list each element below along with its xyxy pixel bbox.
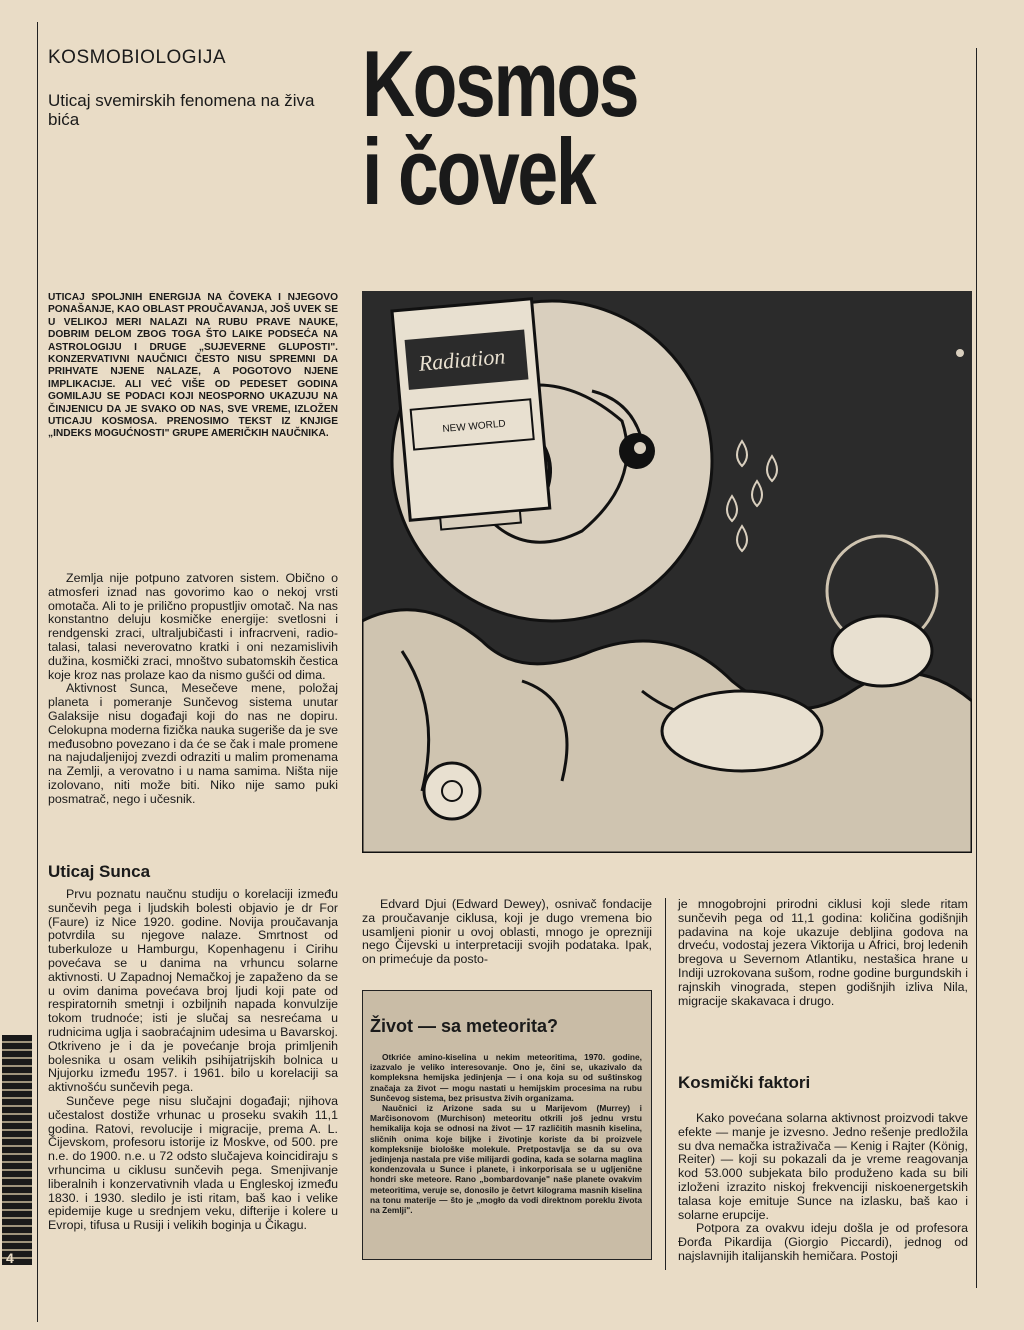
left-margin-rule [37, 22, 38, 1322]
can-sub-label: NEW WORLD [442, 418, 507, 436]
col-divider-3 [665, 898, 666, 1270]
lead-paragraph: UTICAJ SPOLJNIH ENERGIJA NA ČOVEKA I NJEGOVO PONAŠANJE, KAO OBLAST PROUČAVANJA, JOŠ UVEK SE U VELIKOJ MERI NALAZI NA RUBU PRAVE NAUKE, DOBRIM DELOM ZBOG TOGA ŠTO LAIKE PODSEĆA NA ASTROLOGIJU I DRUGE „SUJEVERNE GLUPOSTI". KONZERVATIVNI NAUČNICI ČESTO NISU SPREMNI DA PRIHVATE NJENE NALAZE, A POGOTOVO NJENE IMPLIKACIJE. ALI VEĆ VIŠE OD PEDESET GODINA GOMILAJU SE PODACI KOJI NEOSPORNO UKAZUJU NA ČINJENICU DA JE SVAKO OD NAS, SVE VREME, IZLOŽEN UTICAJU KOSMOSA. PRENOSIMO TEKST IZ KNJIGE „INDEKS MOGUĆNOSTI" GRUPE AMERIČKIH NAUČNIKA. [48, 292, 339, 440]
article-subtitle: Uticaj svemirskih fenomena na živa bića [48, 91, 315, 129]
page-number: 4 [6, 1250, 14, 1266]
paragraph: Potpora za ovakvu ideju došla je od profesora Đorđa Pikardija (Giorgio Piccardi), jednog od najslavnijih italijanskih hemičara. Postoji [678, 1221, 968, 1263]
paragraph: Zemlja nije potpuno zatvoren sistem. Obično o atmosferi iznad nas govorimo kao o nekoj vrsti omotača. Ali to je prilično propustljiv omotač. Na nas konstantno deluju kosmičke energije: svetlosni i rendgenski zraci, ultraljubičasti i infracrveni, radio-talasi, talasi neverovatno kratki i oni nezamislivih dužina, kosmički zraci, mnoštvo subatomskih čestica koje kroz nas prolaze kao da nismo gušći od dima. [48, 571, 338, 682]
column-3-cosmic [678, 1112, 968, 1264]
paragraph: Sunčeve pege nisu slučajni događaji; njihova učestalost dostiže vrhunac u proseku svakih 11,1 godina. Ratovi, revolucije i migracije, prema A. L. Čijevskom, profesoru istorije iz Moskve, od 500. pre n.e. do 1900. n.e. u 72 odsto slučajeva koincidiraju s vrhuncima u ciklusu sunčevih pega. Smenjivanje liberalnih i konzervativnih vlada u Engleskoj između 1830. i 1930. sledilo je isti ritam, baš kao i velike epidemije kuge u srednjem veku, difterije i kolere u Evropi, tifusa u Rusiji i velikih boginja u Čikagu. [48, 1093, 338, 1233]
column-3-text [678, 898, 968, 1008]
spray-can [392, 299, 551, 532]
column-1-sun [48, 888, 338, 1233]
paragraph: je mnogobrojni prirodni ciklusi koji slede ritam sunčevih pega od 11,1 godina: količina godišnjih padavina na koje ukazuje debljina godova na drveću, vodostaj jezera Viktorija u Africi, broj ledenih bregova u Severnom Atlantiku, nestašica hrane u Indiji uzrokovana sušom, rodne godine burgundskih i rajnskih vinograda, stepen godišnjih izliva Nila, migracije skakavaca i drugo. [678, 897, 968, 1008]
illustration-drawing [362, 291, 972, 853]
paragraph: Naučnici iz Arizone sada su u Marijevom (Murrey) i Marčisonovom (Murchison) meteoritu otkrili još jednu vrstu hemikalija koja se odnosi na život — 17 različitih masnih kiselina, sličnih onima koje biljke i životinje koriste da bi proizvele kompleksnije biološke molekule. Pretpostavlja se da su ova jedinjenja nastala pre više milijardi godina, kada se solarna maglina kondenzovala u Sunce i planete, i inkorporisala se u ugljenične hondri ske meteore. Rano „bombardovanje" naše planete ovakvim meteoritima, veruje se, donosilo je četvrt kilograma masnih kiselina na tonu materije — što je „mogło da vodi direktnom poreklu života na Zemlji". [370, 1103, 642, 1216]
section-title: KOSMOBIOLOGIJA [48, 47, 227, 68]
paragraph: Aktivnost Sunca, Mesečeve mene, položaj planeta i pomeranje Sunčevog sistema unutar Galaksije nisu događaji koji do nas ne dopiru. Celokupna moderna fizička nauka sugeriše da je sve međusobno povezano i da će se čak i male promene na najudaljenijoj zvezdi odraziti u malim promenama na Zemlji, a verovatno i u nama samima. Ništa nije izolovano, niti može biti. Niko nije samo puki posmatrač, nego i učesnik. [48, 681, 338, 806]
headline-line-2: i čovek [362, 119, 595, 224]
paragraph: Otkriće amino-kiselina u nekim meteoritima, 1970. godine, izazvalo je veliko interesovanje. Ono je, čini se, ukazivalo da kompleksna hemijska jedinjenja — i ona koja su od suštinskog značaja za život — mogu nastati u hemijskim procesima na rubu Sunčevog sistema, bez prisustva živih organizama. [370, 1052, 642, 1103]
heading-sun: Uticaj Sunca [48, 862, 151, 881]
paragraph: Kako povećana solarna aktivnost proizvodi takve efekte — manje je izvesno. Jedno rešenje predložila su dva nemačka istraživača — Kenig i Rajter (König, Reiter) — koji su pokazali da je vreme reagovanja kod 53.000 subjekata bilo produženo kada su bili izloženi izrazito niskoj frekvenciji niskoenergetskih talasa koje emituje Sunce na izlasku, baš kao i solarne erupcije. [678, 1111, 968, 1222]
paragraph: Edvard Djui (Edward Dewey), osnivač fondacije za proučavanje ciklusa, koji je dugo vremena bio usamljeni pionir u ovoj oblasti, mnogo je oprezniji nego Čijevski u interpretaciji svojih podataka. Ipak, on primećuje da posto- [362, 897, 652, 967]
column-1-intro [48, 572, 338, 807]
article-headline [362, 31, 638, 224]
heading-cosmic: Kosmički faktori [678, 1073, 811, 1092]
illustration [362, 291, 972, 853]
folio-pattern [2, 1035, 32, 1265]
sidebar-title: Život — sa meteorita? [370, 1016, 559, 1036]
right-margin-rule [976, 48, 977, 1288]
paragraph: Prvu poznatu naučnu studiju o korelaciji između sunčevih pega i ljudskih bolesti objavio je dr For (Faure) iz Nice 1920. godine. Novija proučavanja potvrdila su njegove nalaze. Smrtnost od tuberkuloze u Hamburgu, Kopenhagenu i Cirihu povećava se u danima na vrhuncu solarne aktivnosti. U Zapadnoj Nemačkoj je zapaženo da se u ovim danima povećava broj ljudi koji pate od respiratornih smetnji i ozbiljnih napada konvulzije tokom trudnoće; isti je slučaj sa nesrećama u rudnicima uglja i saobraćajnim udesima u Bavarskoj. Otkriveno je i da je povećanje broja primljenih bolesnika u osam velikih psihijatrijskih bolnica u Njujorku između 1957. i 1961. bilo u korelaciji sa aktivnošću sunčevih pega. [48, 887, 338, 1095]
headline-line-1: Kosmos [362, 31, 638, 136]
can-brand-label: Radiation [417, 343, 507, 376]
sidebar-body [370, 1052, 642, 1215]
column-2-text [362, 898, 652, 967]
